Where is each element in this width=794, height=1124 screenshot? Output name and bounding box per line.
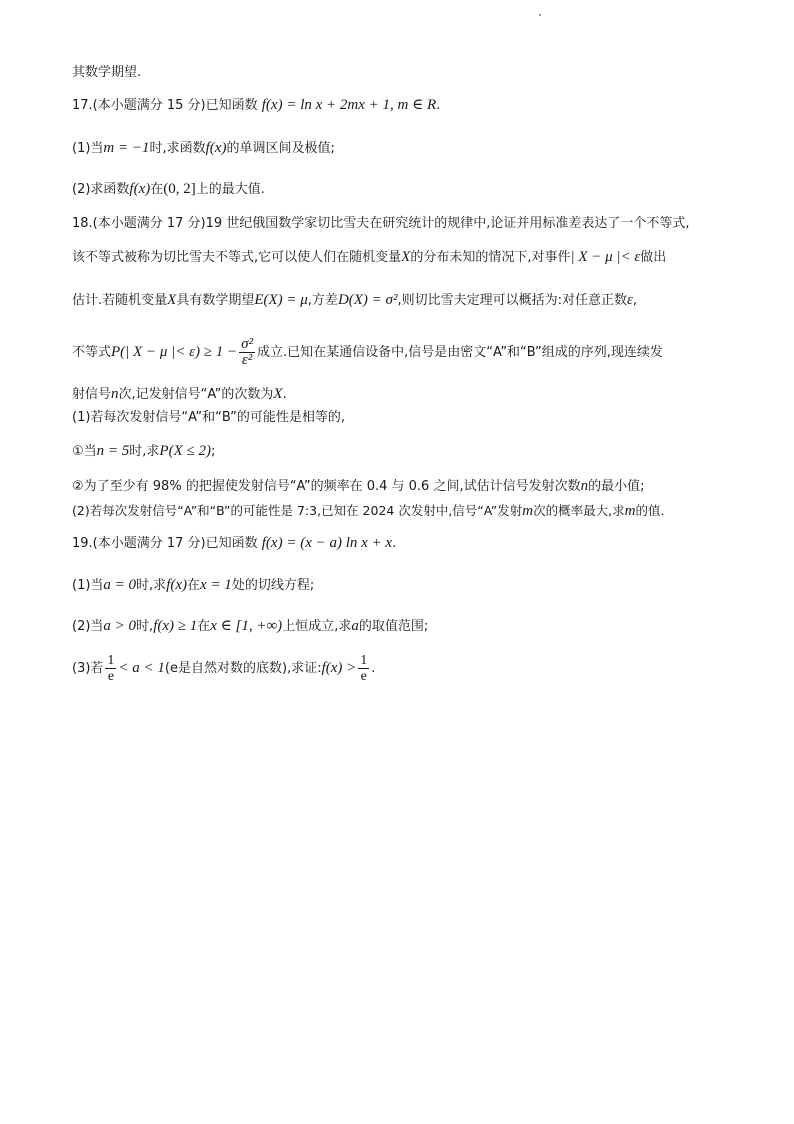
math-expression: E(X) = μ (254, 292, 308, 308)
math-expression: f(x) (129, 181, 151, 197)
text: ; (210, 444, 216, 459)
text: (3)若 (72, 661, 104, 676)
question-17-header: 17.(本小题满分 15 分)已知函数 f(x) = ln x + 2mx + 1, m ∈ R. (72, 97, 441, 113)
math-expression: n (111, 386, 119, 402)
question-18-line-5 (72, 385, 287, 404)
text: (1)若每次发射信号“A”和“B”的可能性是相等的, (72, 410, 345, 425)
text: 时, (136, 619, 154, 634)
math-expression: X (401, 249, 411, 265)
text: 次的概率最大,求 (533, 503, 625, 518)
text: 19.(本小题满分 17 分)已知函数 (72, 536, 258, 551)
question-19-part-2 (72, 617, 428, 636)
fraction-numerator: 1 (107, 653, 115, 668)
text: 成立.已知在某通信设备中,信号是由密文“A”和“B”组成的序列,现连续发 (257, 345, 663, 360)
text: . (392, 536, 397, 551)
fraction-denominator: ε² (241, 352, 253, 368)
question-17-part-2 (72, 180, 265, 199)
text: 在 (187, 578, 201, 593)
math-expression: < a < 1 (118, 660, 165, 676)
text: 的取值范围; (358, 619, 429, 634)
text: 在 (197, 619, 211, 634)
math-expression: m (522, 503, 534, 519)
math-expression: f(x) ≥ 1 (153, 618, 198, 634)
math-expression: ε (626, 292, 633, 308)
text: 估计.若随机变量 (72, 293, 168, 308)
question-18-line-4 (72, 334, 663, 371)
math-expression: n (580, 478, 589, 494)
math-expression: x = 1 (200, 577, 232, 593)
text: (2)当 (72, 619, 104, 634)
text: 上的最大值. (195, 182, 265, 197)
math-expression: a = 0 (103, 577, 137, 593)
text: 的值. (635, 503, 665, 518)
fraction-numerator: 1 (360, 653, 368, 668)
text: . (371, 661, 376, 676)
math-expression: n = 5 (96, 443, 130, 459)
fraction-denominator: e (360, 669, 367, 684)
text: 处的切线方程; (231, 578, 315, 593)
math-expression: P(X ≤ 2) (159, 443, 211, 459)
math-expression: X (167, 292, 177, 308)
text: (1)当 (72, 578, 104, 593)
text: 具有数学期望 (176, 293, 255, 308)
text: 该不等式被称为切比雪夫不等式,它可以使人们在随机变量 (72, 250, 402, 265)
text: 不等式 (72, 345, 112, 360)
text: 的最小值; (588, 479, 645, 494)
fraction (358, 653, 369, 684)
text: , (632, 293, 638, 308)
math-expression: m (624, 503, 636, 519)
question-18-line-3 (72, 291, 637, 310)
text: 做出 (640, 250, 667, 265)
fraction-numerator: σ² (241, 336, 254, 352)
question-18-part-1 (72, 409, 345, 427)
text: ,则切比雪夫定理可以概括为:对任意正数 (397, 293, 627, 308)
text: 时,求 (129, 444, 160, 459)
text: 在 (150, 182, 164, 197)
math-expression: (0, 2] (163, 181, 196, 197)
math-expression: x ∈ [1, +∞) (210, 618, 283, 634)
math-expression: D(X) = σ² (337, 292, 398, 308)
text: 时,求函数 (149, 141, 206, 156)
text: ①当 (72, 444, 97, 459)
math-expression: f(x) = (x − a) ln x + x (261, 535, 393, 551)
math-expression: a (351, 618, 359, 634)
text: 射信号 (72, 387, 112, 402)
question-18-line-1 (72, 215, 690, 233)
fraction (105, 653, 116, 684)
math-expression: X (273, 386, 283, 402)
question-19-header (72, 534, 396, 553)
question-19-part-1 (72, 576, 314, 595)
math-expression: a > 0 (103, 618, 137, 634)
text: 18.(本小题满分 17 分)19 世纪俄国数学家切比雪夫在研究统计的规律中,论证并用标准差表达了一个不等式, (72, 216, 690, 231)
text: 时,求 (136, 578, 167, 593)
math-expression: m = −1 (103, 140, 150, 156)
top-dot-mark (539, 14, 541, 16)
text: (2)若每次发射信号“A”和“B”的可能性是 7:3,已知在 2024 次发射中,信号“A”发射 (72, 503, 523, 518)
math-expression: P(| X − μ |< ε) ≥ 1 − (111, 344, 238, 360)
text: . (282, 387, 287, 402)
text: ②为了至少有 98% 的把握使发射信号“A”的频率在 0.4 与 0.6 之间,试估计信号发射次数 (72, 479, 581, 494)
fraction (239, 337, 255, 368)
text: (1)当 (72, 141, 104, 156)
fraction-denominator: e (107, 669, 115, 684)
question-17-part-1 (72, 139, 335, 158)
text: 上恒成立,求 (282, 619, 352, 634)
math-expression: f(x) > (321, 660, 357, 676)
question-18-part-1-sub-2 (72, 477, 644, 496)
math-expression: f(x) = ln x + 2mx + 1, m ∈ R (261, 97, 437, 113)
text: 17.(本小题满分 15 分)已知函数 (72, 98, 258, 113)
text: 其数学期望. (72, 65, 142, 80)
text: ,方差 (307, 293, 338, 308)
math-expression: | X − μ |< ε (570, 249, 641, 265)
question-19-part-3 (72, 650, 375, 687)
continuation-line (72, 64, 141, 82)
text: 的单调区间及极值; (226, 141, 335, 156)
text: (2)求函数 (72, 182, 130, 197)
text: 次,记发射信号“A”的次数为 (118, 387, 274, 402)
math-expression: f(x) (205, 140, 227, 156)
text: (e是自然对数的底数),求证: (164, 661, 322, 676)
question-18-part-1-sub-1 (72, 442, 215, 461)
question-18-line-2 (72, 248, 666, 267)
math-expression: f(x) (166, 577, 188, 593)
text: 的分布未知的情况下,对事件 (410, 250, 571, 265)
question-18-part-2 (72, 502, 664, 520)
